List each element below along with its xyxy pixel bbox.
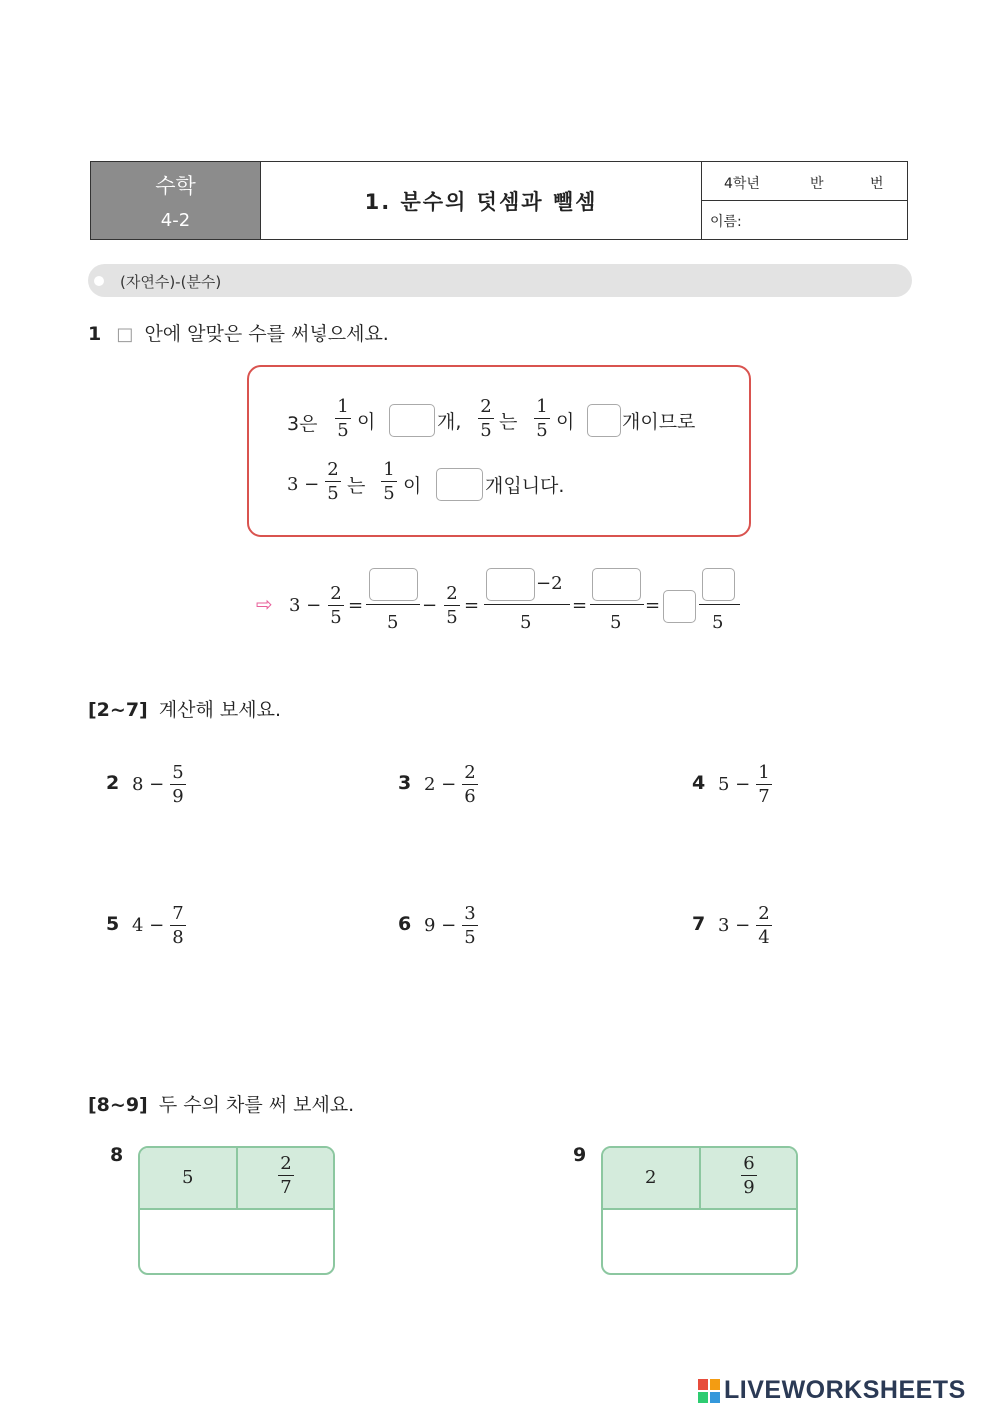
line1-gae1: 개,: [437, 411, 462, 433]
answer-cell[interactable]: [603, 1210, 796, 1273]
fraction-bar: [590, 604, 644, 605]
line2-expr: 3 −: [287, 474, 320, 495]
problem-fraction: 3 5: [462, 904, 478, 948]
work-start: 3 −: [289, 595, 322, 616]
bullet-dot: [94, 276, 104, 286]
den-5-d: 5: [712, 612, 724, 633]
problem-whole: 8 −: [132, 774, 165, 795]
group-2-7-heading: [88, 695, 281, 722]
problem-fraction: 2 4: [756, 904, 772, 948]
den-5-a: 5: [387, 612, 399, 633]
group-label: [2~7]: [88, 699, 148, 721]
problem-fraction: 1 7: [756, 763, 772, 807]
difference-table-9: [601, 1146, 798, 1275]
equals-3: =: [572, 595, 588, 616]
group-instruction: 계산해 보세요.: [158, 699, 282, 721]
problem-5: [106, 904, 306, 964]
problem-7: [692, 904, 892, 964]
arrow-icon: ⇨: [256, 592, 273, 616]
problem-6: [398, 904, 598, 964]
group-instruction: 두 수의 차를 써 보세요.: [158, 1094, 355, 1116]
class-row: [702, 162, 907, 201]
work-frac-2-5-b: 2 5: [444, 584, 460, 628]
problem-4: [692, 763, 892, 823]
difference-table-8: [138, 1146, 335, 1275]
answer-box-1[interactable]: [389, 404, 435, 437]
subject-label: 수학: [155, 174, 196, 198]
problem-number: 2: [106, 772, 120, 794]
section-title: (자연수)-(분수): [120, 273, 222, 291]
answer-box-6[interactable]: [592, 568, 641, 601]
answer-box-whole[interactable]: [663, 590, 696, 623]
answer-box-2[interactable]: [587, 404, 621, 437]
fraction-value: 6 9: [741, 1154, 757, 1198]
answer-box-5[interactable]: [486, 568, 535, 601]
grade-term-label: 4-2: [160, 210, 191, 231]
fraction-1-5-b: 1 5: [534, 397, 550, 441]
fraction-2-5: 2 5: [478, 397, 494, 441]
problem-whole: 9 −: [424, 915, 457, 936]
line2-end: 개입니다.: [485, 475, 565, 497]
problem-number: 6: [398, 913, 412, 935]
class-label: 반: [810, 176, 824, 192]
name-row: [702, 201, 907, 239]
answer-cell[interactable]: [140, 1210, 333, 1273]
fraction-value: 2 7: [278, 1154, 294, 1198]
fraction-bar: [366, 604, 420, 605]
student-info-cell: [701, 162, 907, 239]
number-label: 번: [870, 176, 884, 192]
problem-fraction: 2 6: [462, 763, 478, 807]
group-label: [8~9]: [88, 1094, 148, 1116]
fraction-1-5: 1 5: [335, 397, 351, 441]
minus-sign: −: [422, 595, 438, 616]
den-5-c: 5: [610, 612, 622, 633]
section-bar: [88, 264, 912, 297]
problem-number: 3: [398, 772, 412, 794]
fraction-2-5-c: 2 5: [325, 460, 341, 504]
line2-i: 이: [403, 475, 422, 497]
worksheet-header: [90, 161, 908, 240]
table-divider: [236, 1148, 238, 1210]
problem-whole: 4 −: [132, 915, 165, 936]
problem-whole: 5 −: [718, 774, 751, 795]
question-1-heading: [88, 319, 389, 346]
problem-whole: 3 −: [718, 915, 751, 936]
answer-box-numerator[interactable]: [702, 568, 735, 601]
problem-number: 5: [106, 913, 120, 935]
table-divider: [699, 1148, 701, 1210]
answer-box-3[interactable]: [436, 468, 483, 501]
minus-two: −2: [536, 573, 563, 594]
den-5-b: 5: [520, 612, 532, 633]
line1-neun: 는: [499, 411, 518, 433]
line1-i1: 이: [357, 411, 376, 433]
work-frac-2-5: 2 5: [328, 584, 344, 628]
line1-i2: 이: [556, 411, 575, 433]
grade-label: 4학년: [724, 176, 760, 192]
line1-whole: 3은: [287, 413, 318, 435]
work-expression: [0, 560, 1000, 640]
problem-number: 8: [110, 1144, 124, 1166]
answer-box-4[interactable]: [369, 568, 418, 601]
problem-2: [106, 763, 306, 823]
logo-icon: [698, 1379, 720, 1403]
fraction-1-5-c: 1 5: [381, 460, 397, 504]
equals-1: =: [348, 595, 364, 616]
equals-2: =: [464, 595, 480, 616]
problem-whole: 2 −: [424, 774, 457, 795]
problem-3: [398, 763, 598, 823]
name-label: 이름:: [710, 214, 742, 230]
blank-box-icon: □: [116, 324, 134, 345]
question-number: 1: [88, 323, 102, 345]
problem-fraction: 5 9: [170, 763, 186, 807]
fraction-bar: [699, 604, 740, 605]
brand-text: LIVEWORKSHEETS: [724, 1376, 966, 1404]
whole-number: 5: [182, 1167, 194, 1188]
subject-cell: [91, 162, 261, 239]
worksheet-title: 1. 분수의 덧셈과 뺄셈: [364, 189, 598, 214]
problem-fraction: 7 8: [170, 904, 186, 948]
line2-neun: 는: [347, 475, 366, 497]
group-8-9-heading: [88, 1090, 354, 1117]
equals-4: =: [645, 595, 661, 616]
problem-number: 7: [692, 913, 706, 935]
hint-box: [247, 365, 751, 537]
problem-number: 4: [692, 772, 706, 794]
fraction-bar: [484, 604, 570, 605]
line1-end: 개이므로: [622, 411, 696, 433]
question-text: 안에 알맞은 수를 써넣으세요.: [144, 323, 389, 345]
problem-number: 9: [573, 1144, 587, 1166]
whole-number: 2: [645, 1167, 657, 1188]
